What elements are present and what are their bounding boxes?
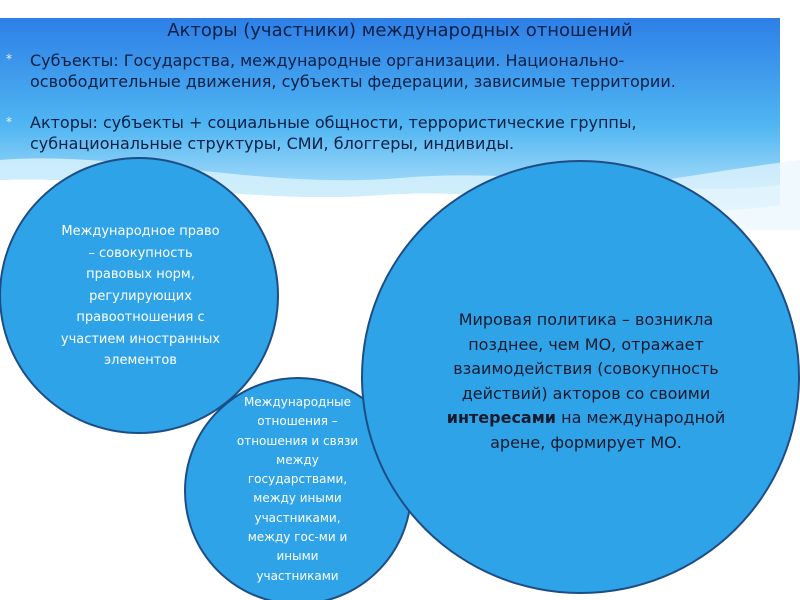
- bullet-marker-2: ⁎: [6, 111, 12, 125]
- ir-line: отношения и связи: [236, 433, 359, 448]
- bullet-marker-1: ⁎: [6, 48, 12, 62]
- wp-bold-word: интересами: [446, 408, 557, 427]
- bullet-actors: [30, 112, 790, 154]
- ir-line: отношения –: [257, 414, 338, 429]
- wp-line: взаимодействия (совокупность: [453, 359, 719, 378]
- law-line: Международное право: [61, 224, 220, 239]
- wp-line: позднее, чем МО, отражает: [468, 334, 704, 354]
- bullet-actors-line-2: субнациональные структуры, СМИ, блоггеры, индивиды.: [30, 134, 515, 153]
- bullet-subjects-line-1: Субъекты: Государства, международные организации. Национально-: [30, 51, 625, 70]
- wp-line: Мировая политика – возникла: [458, 310, 714, 329]
- wp-line-tail: на международной: [556, 408, 726, 427]
- bullet-subjects: [30, 50, 790, 92]
- circle-world-politics-text: [426, 308, 746, 455]
- ir-line: между гос-ми и: [247, 530, 348, 545]
- law-line: участием иностранных: [60, 331, 221, 347]
- wp-line: действий) акторов со своими: [461, 383, 711, 403]
- law-line: регулирующих: [89, 288, 192, 304]
- law-line: правоотношения с: [76, 310, 205, 325]
- ir-line: между: [276, 452, 319, 467]
- law-line: – совокупность: [88, 245, 193, 261]
- ir-line: участниками,: [254, 510, 341, 525]
- law-line: элементов: [104, 353, 177, 368]
- slide-title: Акторы (участники) международных отношений: [167, 20, 633, 41]
- ir-line: иными: [276, 549, 319, 564]
- circle-international-law-text: [28, 221, 253, 372]
- ir-line: Международные: [243, 395, 352, 409]
- ir-line: между иными: [253, 491, 342, 506]
- wp-line: арене, формирует МО.: [490, 432, 682, 452]
- wp-line-with-bold: [426, 406, 746, 431]
- ir-line: участниками: [256, 568, 339, 583]
- law-line: правовых норм,: [86, 267, 195, 282]
- ir-line: государствами,: [247, 472, 348, 487]
- bullet-subjects-line-2: освободительные движения, субъекты федерации, зависимые территории.: [30, 72, 676, 91]
- bullet-actors-line-1: Акторы: субъекты + социальные общности, террористические группы,: [30, 113, 637, 132]
- circle-international-relations-text: [215, 393, 380, 586]
